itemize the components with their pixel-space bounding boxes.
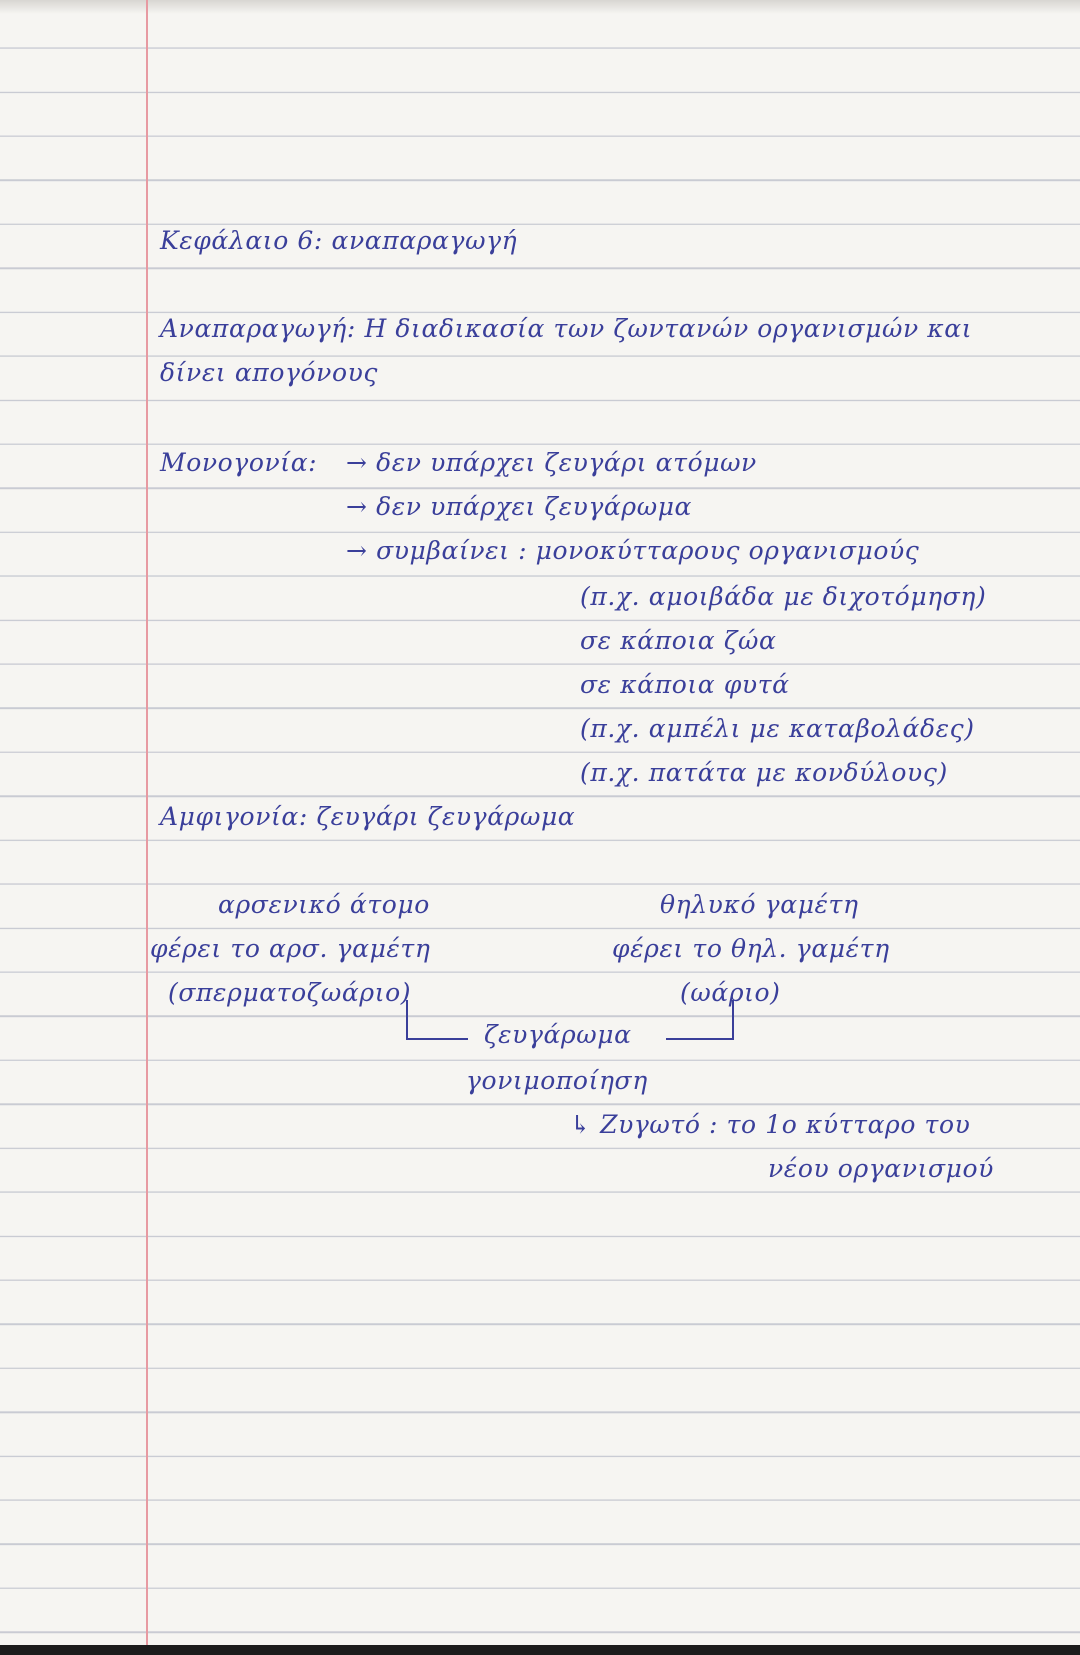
mating-bracket-left: [406, 1000, 468, 1040]
sexual-heading: Αμφιγονία: ζευγάρι ζευγάρωμα: [160, 802, 576, 831]
zygote-line-2: νέου οργανισμού: [768, 1154, 994, 1183]
female-title: θηλυκό γαμέτη: [660, 890, 859, 919]
page-bottom-edge: [0, 1645, 1080, 1655]
male-carries: φέρει το αρσ. γαμέτη: [150, 934, 431, 963]
asexual-point-3: → συμβαίνει : μονοκύτταρους οργανισμούς: [346, 536, 920, 565]
male-title: αρσενικό άτομο: [218, 890, 430, 919]
male-cell: (σπερματοζωάριο): [168, 978, 412, 1007]
asexual-example-5: (π.χ. πατάτα με κονδύλους): [580, 758, 948, 787]
female-cell: (ωάριο): [680, 978, 781, 1007]
fertilization-label: γονιμοποίηση: [466, 1066, 648, 1095]
asexual-example-2: σε κάποια ζώα: [580, 626, 777, 655]
margin-line: [146, 0, 148, 1645]
mating-bracket-right: [666, 1000, 734, 1040]
chapter-title: Κεφάλαιο 6: αναπαραγωγή: [160, 226, 518, 255]
mating-label: ζευγάρωμα: [484, 1020, 632, 1049]
female-carries: φέρει το θηλ. γαμέτη: [612, 934, 890, 963]
asexual-example-1: (π.χ. αμοιβάδα με διχοτόμηση): [580, 582, 987, 611]
zygote-line-1: ↳ Ζυγωτό : το 1ο κύτταρο του: [570, 1110, 971, 1139]
page-top-shadow: [0, 0, 1080, 14]
asexual-example-4: (π.χ. αμπέλι με καταβολάδες): [580, 714, 975, 743]
asexual-example-3: σε κάποια φυτά: [580, 670, 790, 699]
asexual-heading: Μονογονία:: [160, 448, 318, 477]
asexual-point-1: → δεν υπάρχει ζευγάρι ατόμων: [346, 448, 757, 477]
definition-line-1: Αναπαραγωγή: Η διαδικασία των ζωντανών οργανισμών και: [160, 314, 973, 343]
asexual-point-2: → δεν υπάρχει ζευγάρωμα: [346, 492, 693, 521]
definition-line-2: δίνει απογόνους: [160, 358, 379, 387]
